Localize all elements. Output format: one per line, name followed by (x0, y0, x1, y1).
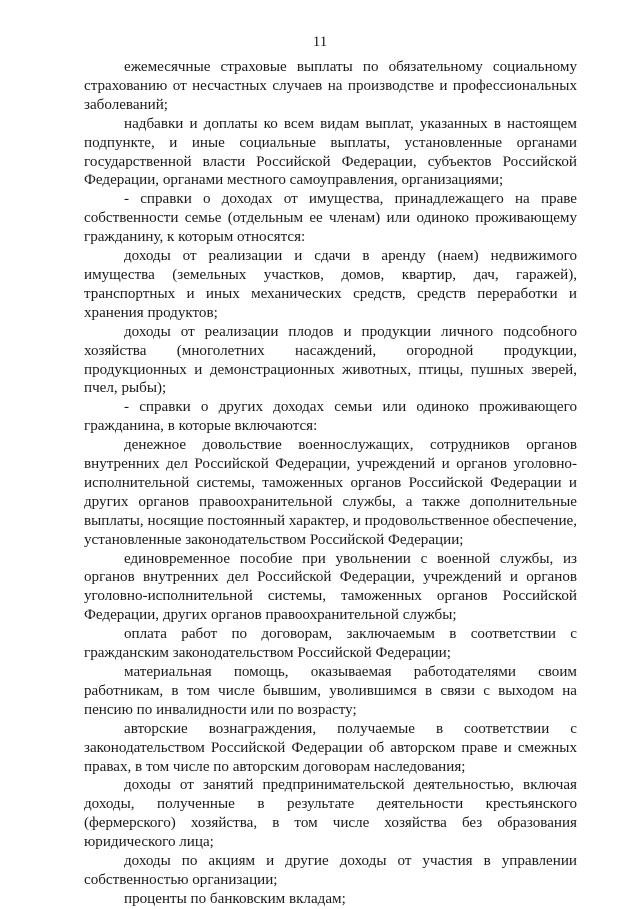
document-body (84, 58, 577, 909)
paragraph: проценты по банковским вкладам; (124, 890, 346, 907)
paragraph: авторские вознаграждения, получаемые в соответствии с законодательством Российской Федерации об авторском праве и смежных правах, в том числе по авторским договорам наследования; (84, 720, 577, 775)
paragraph: доходы от реализации плодов и продукции личного подсобного хозяйства (многолетних насаждений, огородной продукции, продукционных и демонстрационных животных, птицы, пушных зверей, пчел, рыбы); (84, 323, 577, 397)
paragraph: - справки о других доходах семьи или одиноко проживающего гражданина, в которые включаются: (84, 399, 577, 435)
paragraph: единовременное пособие при увольнении с военной службы, из органов внутренних дел Российской Федерации, учреждений и органов уголовно-исполнительной системы, таможенных органов Российской Федерации, других органов правоохранительной службы; (84, 550, 577, 624)
paragraph: оплата работ по договорам, заключаемым в соответствии с гражданским законодательством Российской Федерации; (84, 626, 577, 662)
paragraph: денежное довольствие военнослужащих, сотрудников органов внутренних дел Российской Федерации, учреждений и органов уголовно-исполнительной системы, таможенных органов Российской Федерации и других органов правоохранительной службы, а также дополнительные выплаты, носящие постоянный характер, и продовольственное обеспечение, установленные законодательством Российской Федерации; (84, 437, 577, 548)
paragraph: ежемесячные страховые выплаты по обязательному социальному страхованию от несчастных случаев на производстве и профессиональных заболеваний; (84, 59, 577, 113)
paragraph: надбавки и доплаты ко всем видам выплат, указанных в настоящем подпункте, и иные социальные выплаты, установленные органами государственной власти Российской Федерации, субъектов Российской Федерации, органами местного самоуправления, организациями; (84, 115, 577, 189)
paragraph: доходы от занятий предпринимательской деятельностью, включая доходы, полученные в результате деятельности крестьянского (фермерского) хозяйства, в том числе хозяйства без образования юридического лица; (84, 777, 577, 851)
paragraph: - справки о доходах от имущества, принадлежащего на праве собственности семье (отдельным ее членам) или одиноко проживающему гражданину, к которым относятся: (84, 191, 577, 246)
paragraph: доходы по акциям и другие доходы от участия в управлении собственностью организации; (84, 853, 577, 888)
paragraph: доходы от реализации и сдачи в аренду (наем) недвижимого имущества (земельных участков, домов, квартир, дач, гаражей), транспортных и иных механических средств, средств переработки и хранения продуктов; (84, 248, 577, 321)
page-number: 11 (312, 34, 328, 50)
paragraph: материальная помощь, оказываемая работодателями своим работникам, в том числе бывшим, уволившимся в связи с выходом на пенсию по инвалидности или по возрасту; (84, 664, 577, 718)
